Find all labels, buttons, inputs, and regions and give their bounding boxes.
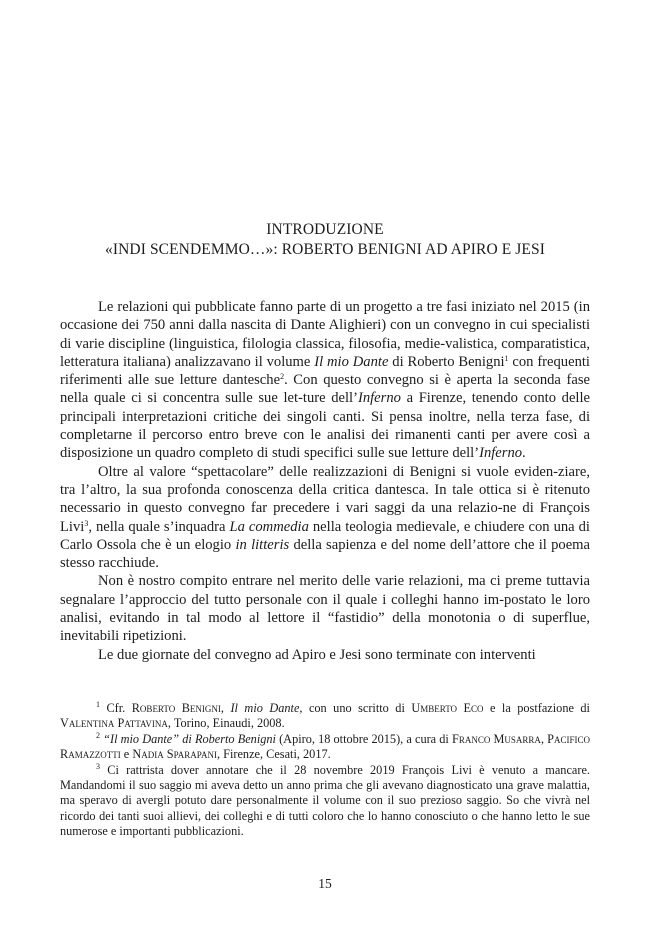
footnote-3: [60, 763, 590, 840]
work-title: Inferno: [479, 445, 523, 462]
footnote-1: [60, 701, 590, 732]
text-run: , nella quale s’inquadra: [88, 518, 230, 535]
text-run: Le relazioni qui pubblicate fanno parte di un progetto a tre fasi iniziato nel 2015 (in occasione dei 750 anni dalla nascita di Dante Alighieri) con un convegno in cui specialisti di varie discipline (linguistica, filologia classica, filosofia, medie-valistica, comparatistica, letteratura italiana) analizzavano il volume: [60, 299, 590, 370]
page-subtitle: «INDI SCENDEMMO…»: ROBERTO BENIGNI AD APIRO E JESI: [105, 241, 545, 258]
text-run: della sapienza e del nome dell’attore che il poema stesso racchiude.: [60, 536, 591, 572]
paragraph-4: Le due giornate del convegno ad Apiro e Jesi sono terminate con interventi: [98, 646, 536, 663]
text-run: Ci rattrista dover annotare che il 28 novembre 2019 François Livi è venuto a mancare. Mandandomi il suo saggio mi aveva detto un anno prima che gli avevano diagnosticato una grave malattia, ma speravo di avergli potuto dare personalmente il volume con il suo prezioso saggio. So che vivrà nel ricordo dei tanti suoi allievi, dei colleghi e di tutti coloro che lo hanno conosciuto o che hanno letto le sue numerose e importanti pubblicazioni.: [60, 762, 590, 839]
text-run: , con uno scritto di: [299, 701, 412, 715]
footnote-number: 2: [96, 730, 100, 740]
text-run: , Torino, Einaudi, 2008.: [167, 716, 285, 731]
footnote-ref-3[interactable]: 3: [84, 518, 89, 528]
text-run: , Firenze, Cesati, 2017.: [216, 747, 331, 762]
author-name: Umberto Eco: [411, 701, 484, 715]
paragraph-2: [60, 463, 590, 573]
book-title: “Il mio Dante” di Roberto Benigni: [103, 731, 276, 746]
editor-name: Franco Musarra: [452, 731, 541, 746]
text-run: Cfr.: [100, 701, 132, 715]
footnote-ref-2[interactable]: 2: [280, 372, 285, 382]
text-run: nella teologia medievale, e chiudere con una di Carlo Ossola che è un elogio: [60, 518, 590, 553]
author-name: Valentina Pattavina: [60, 716, 168, 731]
work-title: Inferno: [357, 390, 401, 407]
text-run: Oltre al valore “spettacolare” delle realizzazioni di Benigni si vuole eviden-ziare, tra l’altro, la sua profonda conoscenza della critica dantesca. In tale ottica si è ritenuto necessario in questo convegno far precedere i vari saggi da una relazio-ne di François Livi: [60, 463, 590, 535]
footnote-number: 3: [96, 761, 100, 771]
book-title: Il mio Dante: [230, 701, 300, 715]
text-run: di Roberto Benigni: [388, 353, 505, 370]
text-run: ,: [540, 731, 548, 746]
editor-name: Pacifico Ramazzotti: [60, 731, 590, 762]
work-title: La commedia: [229, 518, 309, 535]
text-run: (Apiro, 18 ottobre 2015), a cura di: [275, 731, 452, 746]
footnote-number: 1: [96, 700, 100, 709]
page-title: INTRODUZIONE: [266, 221, 384, 238]
text-run: . Con questo convegno si è aperta la seconda fase nella quale ci si concentra sulle sue let-ture dell’: [60, 372, 590, 407]
latin-phrase: in litteris: [235, 536, 290, 553]
text-run: ,: [220, 701, 231, 715]
text-run: e: [120, 747, 133, 762]
footnotes: [60, 701, 590, 840]
text-run: e la postfazione di: [483, 701, 590, 715]
book-title: Il mio Dante: [314, 353, 389, 370]
main-text: [60, 298, 590, 664]
text-run: a Firenze, tenendo conto delle principali interpretazioni critiche dei singoli canti. Si pensa inoltre, nella terza fase, di completarne il percorso entro breve con le analisi dei rimanenti canti per avere così a disposizione un quadro completo di studi specifici sulle sue letture dell’: [60, 390, 591, 462]
paragraph-1: [60, 298, 590, 463]
text-run: .: [522, 445, 526, 462]
page-number: 15: [318, 876, 332, 891]
author-name: Roberto Benigni: [131, 701, 221, 715]
text-run: con frequenti riferimenti alle sue letture dantesche: [60, 353, 590, 389]
footnote-ref-1[interactable]: 1: [504, 353, 509, 363]
footnote-2: [60, 732, 590, 763]
paragraph-3: Non è nostro compito entrare nel merito delle varie relazioni, ma ci preme tuttavia segnalare l’approccio del tutto personale con il quale i colleghi hanno im-postato le loro analisi, evitando in tal modo al lettore il “fastidio” della monotonia o di superflue, inevitabili ripetizioni.: [60, 573, 590, 645]
editor-name: Nadia Sparapani: [132, 747, 217, 762]
